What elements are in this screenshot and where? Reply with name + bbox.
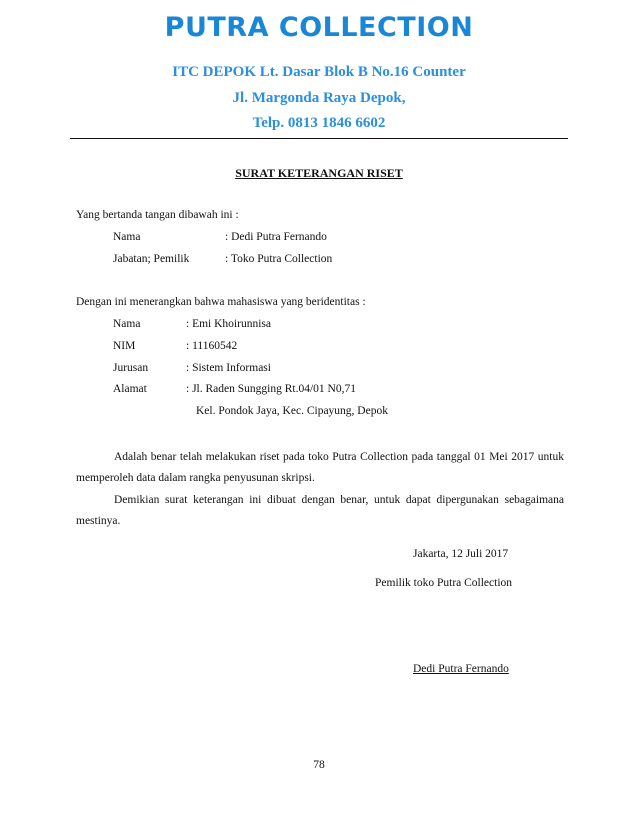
student-name-value: : Emi Khoirunnisa xyxy=(186,318,271,330)
statement-text: Dengan ini menerangkan bahwa mahasiswa yang beridentitas : xyxy=(76,296,366,308)
research-paragraph: Adalah benar telah melakukan riset pada toko Putra Collection pada tanggal 01 Mei 2017 untuk memperoleh data dalam rangka penyusunan skripsi. xyxy=(76,451,564,484)
student-address-value: : Jl. Raden Sungging Rt.04/01 N0,71 xyxy=(186,383,356,395)
signer-role: Pemilik toko Putra Collection xyxy=(375,577,513,589)
student-major-value: : Sistem Informasi xyxy=(186,362,271,374)
phone-line: Telp. 0813 1846 6602 xyxy=(252,115,386,131)
address-line-2: Jl. Margonda Raya Depok, xyxy=(232,90,406,106)
signer-name-label: Nama xyxy=(113,231,141,243)
signer-position-value: : Toko Putra Collection xyxy=(225,253,333,265)
page-number: 78 xyxy=(313,759,325,771)
closing-paragraph: Demikian surat keterangan ini dibuat dengan benar, untuk dapat dipergunakan sebagaimana mestinya. xyxy=(76,494,564,527)
student-address-label: Alamat xyxy=(113,383,147,395)
address-line-1: ITC DEPOK Lt. Dasar Blok B No.16 Counter xyxy=(172,64,466,80)
student-major-label: Jurusan xyxy=(113,362,149,374)
document-title: SURAT KETERANGAN RISET xyxy=(235,166,403,180)
company-logo-text: PUTRA COLLECTION xyxy=(164,12,474,43)
place-date: Jakarta, 12 Juli 2017 xyxy=(413,548,509,560)
student-address-continued: Kel. Pondok Jaya, Kec. Cipayung, Depok xyxy=(196,405,388,417)
intro-text: Yang bertanda tangan dibawah ini : xyxy=(76,209,239,221)
student-nim-label: NIM xyxy=(113,340,136,352)
letterhead-divider xyxy=(70,138,568,139)
signer-position-label: Jabatan; Pemilik xyxy=(113,253,190,265)
signer-name-value: : Dedi Putra Fernando xyxy=(225,231,327,243)
signer-signature-name: Dedi Putra Fernando xyxy=(413,663,509,675)
student-name-label: Nama xyxy=(113,318,141,330)
student-nim-value: : 11160542 xyxy=(186,340,238,352)
